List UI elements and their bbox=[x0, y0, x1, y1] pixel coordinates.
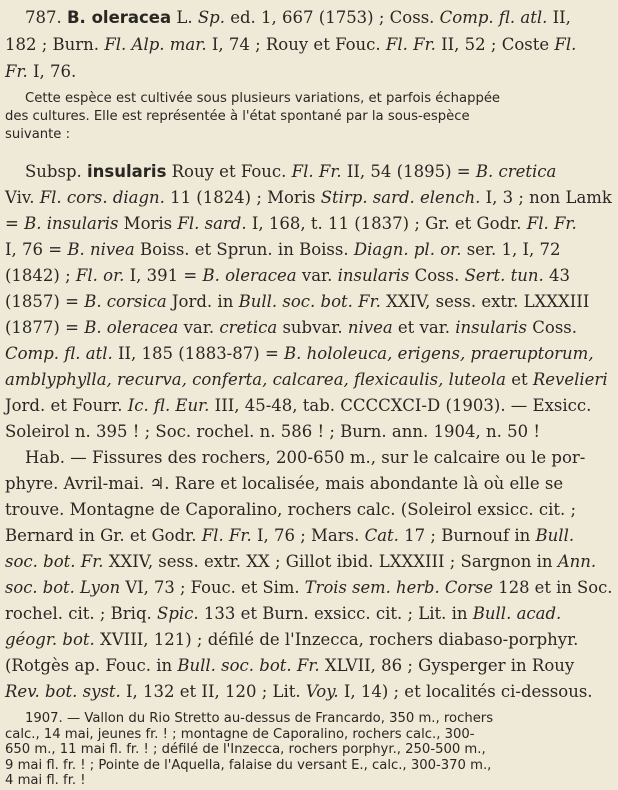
hab-line: Hab. — Fissures des rochers, 200-650 m., sur le calcaire ou le por- bbox=[25, 448, 586, 467]
hab-line-5: soc. bot. Fr. XXIV, sess. extr. XX ; Gillot ibid. LXXXIII ; Sargnon in Ann. bbox=[5, 552, 597, 571]
obs-line: 1907. — Vallon du Rio Stretto au-dessus de Francardo, 350 m., rochers bbox=[25, 711, 494, 726]
subsp-line-9: amblyphylla, recurva, conferta, calcarea, flexicaulis, luteola et Revelieri bbox=[5, 370, 608, 389]
hab-line-8: géogr. bot. XVIII, 121) ; défilé de l'Inzecca, rochers diabaso-porphyr. bbox=[5, 630, 579, 649]
subsp-line-1: Subsp. insularis Rouy et Fouc. Fl. Fr. II, 54 (1895) = B. cretica bbox=[25, 162, 557, 181]
subsp-line-2: Viv. Fl. cors. diagn. 11 (1824) ; Moris Stirp. sard. elench. I, 3 ; non Lamk bbox=[5, 188, 612, 207]
hab-line: phyre. Avril-mai. ♃. Rare et localisée, mais abondante là où elle se bbox=[5, 474, 564, 493]
intro-line: suivante : bbox=[5, 127, 71, 142]
entry-line-2: 182 ; Burn. Fl. Alp. mar. I, 74 ; Rouy et Fouc. Fl. Fr. II, 52 ; Coste Fl. bbox=[5, 35, 577, 54]
subsp-line-7: (1877) = B. oleracea var. cretica subvar. nivea et var. insularis Coss. bbox=[5, 318, 578, 337]
hab-line-9: (Rotgès ap. Fouc. in Bull. soc. bot. Fr. XLVII, 86 ; Gysperger in Rouy bbox=[5, 656, 575, 675]
subsp-line-5: (1842) ; Fl. or. I, 391 = B. oleracea var. insularis Coss. Sert. tun. 43 bbox=[5, 266, 571, 285]
obs-line-5: 4 mai fl. fr. ! bbox=[5, 773, 86, 789]
subsp-line-4: I, 76 = B. nivea Boiss. et Sprun. in Boiss. Diagn. pl. or. ser. 1, I, 72 bbox=[5, 240, 561, 259]
hab-line-4: Bernard in Gr. et Godr. Fl. Fr. I, 76 ; Mars. Cat. 17 ; Burnouf in Bull. bbox=[5, 526, 575, 545]
intro-line: des cultures. Elle est représentée à l'état spontané par la sous-espèce bbox=[5, 109, 470, 124]
intro-line: Cette espèce est cultivée sous plusieurs variations, et parfois échappée bbox=[25, 91, 501, 106]
subsp-line-11: Soleirol n. 395 ! ; Soc. rochel. n. 586 ! ; Burn. ann. 1904, n. 50 ! bbox=[5, 422, 540, 441]
hab-line-6: soc. bot. Lyon VI, 73 ; Fouc. et Sim. Trois sem. herb. Corse 128 et in Soc. bbox=[5, 578, 613, 597]
hab-line: trouve. Montagne de Caporalino, rochers calc. (Soleirol exsicc. cit. ; bbox=[5, 500, 577, 519]
hab-line-7: rochel. cit. ; Briq. Spic. 133 et Burn. exsicc. cit. ; Lit. in Bull. acad. bbox=[5, 604, 562, 623]
obs-line: calc., 14 mai, jeunes fr. ! ; montagne de Caporalino, rochers calc., 300- bbox=[5, 726, 475, 742]
obs-line: 650 m., 11 mai fl. fr. ! ; défilé de l'Inzecca, rochers porphyr., 250-500 m., bbox=[5, 742, 486, 758]
subsp-line-8: Comp. fl. atl. II, 185 (1883-87) = B. hololeuca, erigens, praeruptorum, bbox=[5, 344, 594, 363]
subsp-line-10: Jord. et Fourr. Ic. fl. Eur. III, 45-48, tab. CCCCXCI-D (1903). — Exsicc. bbox=[5, 396, 592, 415]
subsp-line-3: = B. insularis Moris Fl. sard. I, 168, t. 11 (1837) ; Gr. et Godr. Fl. Fr. bbox=[5, 214, 577, 233]
entry-line-1: 787. B. oleracea L. Sp. ed. 1, 667 (1753) ; Coss. Comp. fl. atl. II, bbox=[25, 8, 571, 27]
obs-line: 9 mai fl. fr. ! ; Pointe de l'Aquella, falaise du versant E., calc., 300-370 m., bbox=[5, 757, 492, 773]
hab-line-10: Rev. bot. syst. I, 132 et II, 120 ; Lit. Voy. I, 14) ; et localités ci-dessous. bbox=[5, 682, 593, 701]
subsp-line-6: (1857) = B. corsica Jord. in Bull. soc. bot. Fr. XXIV, sess. extr. LXXXIII bbox=[5, 292, 590, 311]
entry-line-3: Fr. I, 76. bbox=[5, 62, 77, 81]
